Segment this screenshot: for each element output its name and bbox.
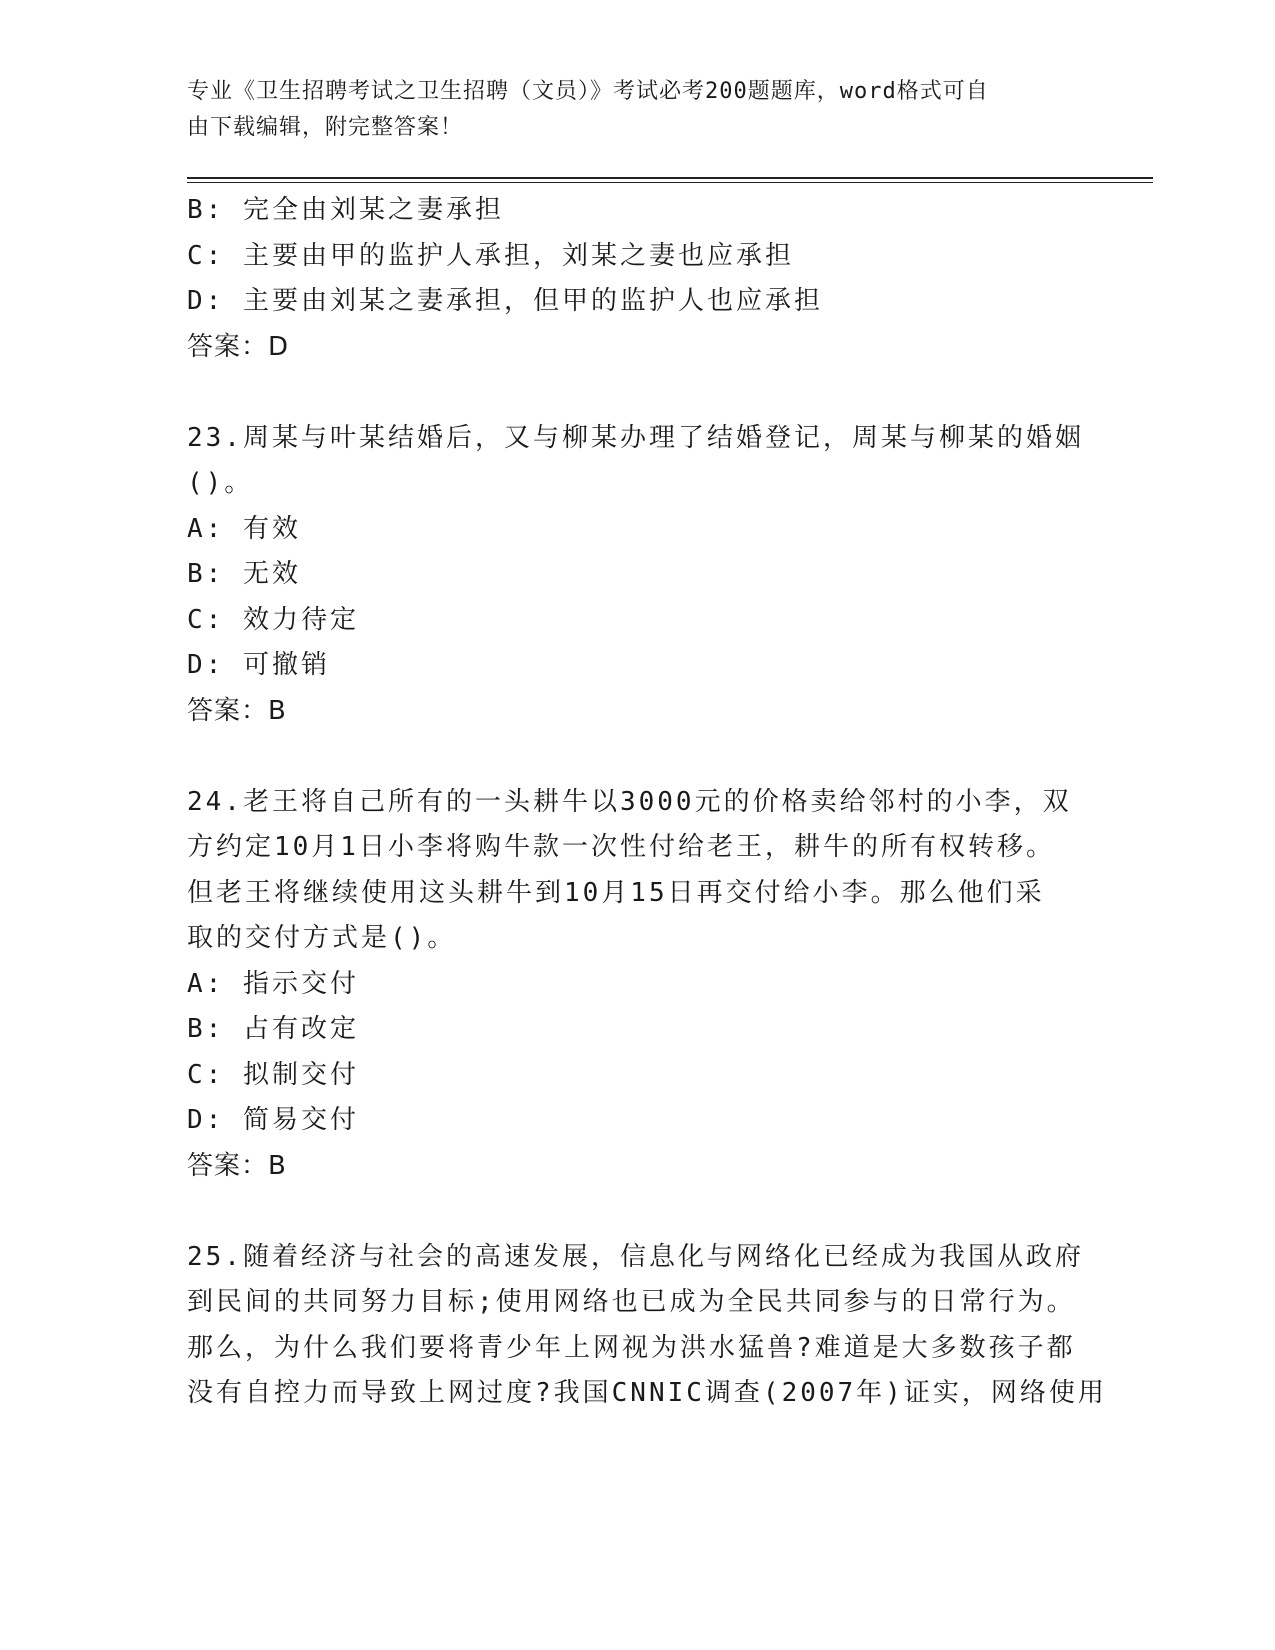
header-divider-thick [187,177,1153,179]
q22-answer: 答案：D [187,331,290,362]
q25-stem-line-2: 到民间的共同努力目标;使用网络也已成为全民共同参与的日常行为。 [187,1287,1076,1317]
q23-option-c: C: 效力待定 [187,604,359,635]
q24-answer: 答案：B [187,1150,287,1181]
q23-stem-line-1: 23.周某与叶某结婚后，又与柳某办理了结婚登记，周某与柳某的婚姻 [187,422,1084,453]
question-25 [187,1235,1107,1417]
header-line-2: 由下载编辑，附完整答案！ [187,115,464,140]
document-body [187,188,1107,1417]
q24-option-a: A: 指示交付 [187,968,359,999]
spacer [187,1189,1087,1235]
q24-option-b: B: 占有改定 [187,1014,359,1044]
q23-answer: 答案：B [187,695,287,726]
q25-stem-line-4: 没有自控力而导致上网过度?我国CNNIC调查(2007年)证实，网络使用 [187,1378,1107,1408]
q25-stem-line-1: 25.随着经济与社会的高速发展，信息化与网络化已经成为我国从政府 [187,1241,1084,1272]
document-header [187,74,1067,146]
q23-option-d: D: 可撤销 [187,650,330,680]
q24-option-d: D: 简易交付 [187,1105,359,1135]
question-24 [187,780,1087,1190]
q24-stem-line-1: 24.老王将自己所有的一头耕牛以3000元的价格卖给邻村的小李，双 [187,786,1072,817]
q23-option-a: A: 有效 [187,513,301,544]
header-line-1: 专业《卫生招聘考试之卫生招聘（文员）》考试必考200题题库，word格式可自 [187,79,989,104]
q23-option-b: B: 无效 [187,559,301,589]
spacer [187,370,1087,416]
q24-stem-line-2: 方约定10月1日小李将购牛款一次性付给老王，耕牛的所有权转移。 [187,832,1055,862]
spacer [187,734,1087,780]
q23-stem-line-2: ()。 [187,468,254,498]
q22-option-c: C: 主要由甲的监护人承担，刘某之妻也应承担 [187,240,794,271]
q22-option-d: D: 主要由刘某之妻承担，但甲的监护人也应承担 [187,286,823,316]
q24-stem-line-4: 取的交付方式是()。 [187,923,457,953]
q24-option-c: C: 拟制交付 [187,1059,359,1090]
q25-stem-line-3: 那么，为什么我们要将青少年上网视为洪水猛兽?难道是大多数孩子都 [187,1332,1076,1363]
q24-stem-line-3: 但老王将继续使用这头耕牛到10月15日再交付给小李。那么他们采 [187,877,1045,908]
q22-option-b: B: 完全由刘某之妻承担 [187,195,504,225]
question-22 [187,188,1087,370]
question-23 [187,416,1087,735]
header-divider-thin [187,182,1153,183]
